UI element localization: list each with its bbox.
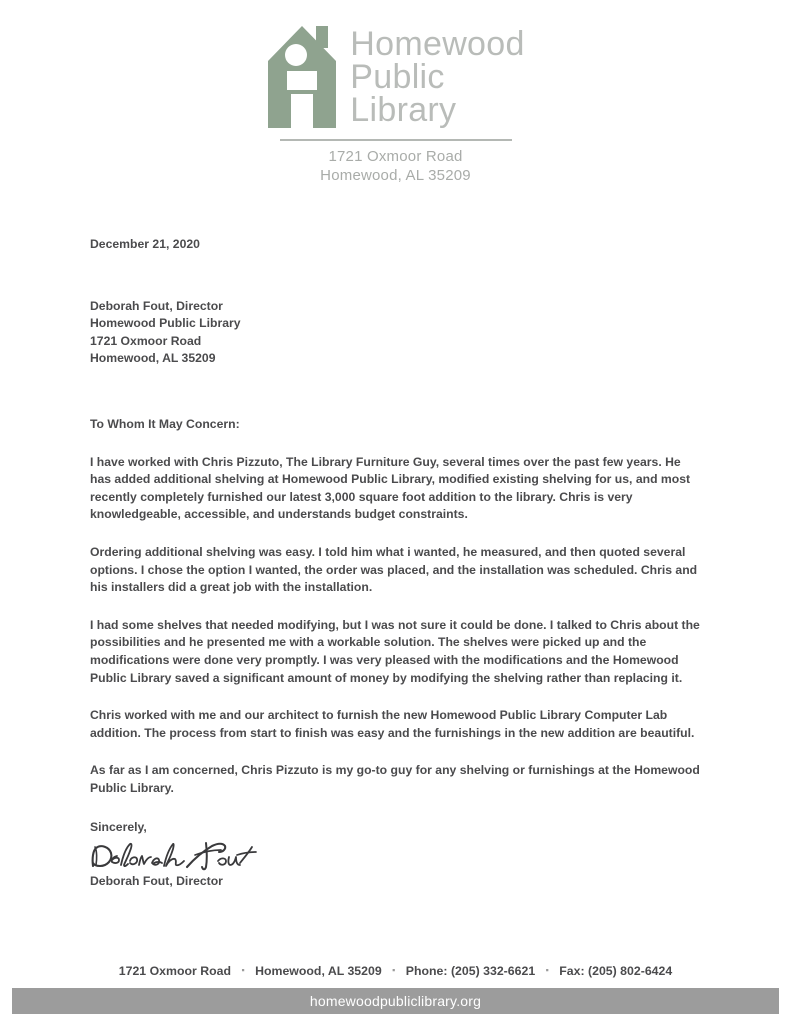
body-paragraph-2: Ordering additional shelving was easy. I told him what i wanted, he measured, and then quoted several options. I chose the option I wanted, the order was placed, and the installation was scheduled. Chris and his installers did a great job with the installation. bbox=[90, 544, 698, 595]
house-library-logo-icon bbox=[266, 24, 340, 128]
wordmark-line-3: Library bbox=[350, 91, 457, 129]
logo-wordmark bbox=[350, 24, 524, 127]
footer-separator-icon-1: ▪ bbox=[241, 965, 245, 975]
recipient-address-block bbox=[90, 298, 702, 368]
footer-address: 1721 Oxmoor Road bbox=[118, 964, 232, 978]
recipient-line-3: 1721 Oxmoor Road bbox=[90, 333, 202, 348]
recipient-line-2: Homewood Public Library bbox=[90, 316, 241, 331]
salutation: To Whom It May Concern: bbox=[90, 416, 240, 431]
signature-name: Deborah Fout, Director bbox=[90, 874, 223, 889]
closing-salutation: Sincerely, bbox=[90, 820, 147, 835]
footer-fax: Fax: (205) 802-6424 bbox=[559, 964, 673, 978]
logo-lockup bbox=[266, 24, 524, 128]
letterhead-address-line-2: Homewood, AL 35209 bbox=[320, 167, 471, 184]
body-paragraph-3: I had some shelves that needed modifying, but I was not sure it could be done. I talked to Chris about the possibilities and he presented me with a workable solution. The shelves were picked up and the modifications were done very promptly. I was very pleased with the modifications and the Homewood Public Library saved a significant amount of money by modifying the shelving rather than replacing it. bbox=[90, 617, 700, 685]
wordmark-line-2: Public bbox=[350, 58, 445, 96]
body-paragraph-1: I have worked with Chris Pizzuto, The Library Furniture Guy, several times over the past few years. He has added additional shelving at Homewood Public Library, modified existing shelving for us, and most recently completely furnished our latest 3,000 square foot addition to the library. Chris is very knowledgeable, accessible, and understands budget constraints. bbox=[90, 454, 691, 522]
recipient-line-4: Homewood, AL 35209 bbox=[90, 351, 216, 366]
handwritten-signature-icon bbox=[88, 839, 260, 873]
letterhead-address-line-1: 1721 Oxmoor Road bbox=[328, 148, 463, 165]
recipient-line-1: Deborah Fout, Director bbox=[90, 298, 223, 313]
footer-separator-icon-3: ▪ bbox=[545, 965, 549, 975]
wordmark-line-1: Homewood bbox=[350, 25, 525, 63]
letter-date: December 21, 2020 bbox=[90, 237, 200, 251]
letterhead-divider bbox=[280, 139, 512, 141]
footer-url-bar bbox=[12, 988, 779, 1014]
body-paragraph-4: Chris worked with me and our architect to furnish the new Homewood Public Library Computer Lab addition. The process from start to finish was easy and the furnishings in the new addition are beautiful. bbox=[90, 708, 695, 740]
footer-separator-icon-2: ▪ bbox=[392, 965, 396, 975]
footer-website-url[interactable]: homewoodpubliclibrary.org bbox=[309, 993, 482, 1009]
footer-city-state-zip: Homewood, AL 35209 bbox=[255, 964, 382, 978]
footer-phone: Phone: (205) 332-6621 bbox=[405, 964, 536, 978]
footer-contact-line bbox=[0, 964, 791, 988]
letterhead bbox=[0, 24, 791, 185]
signature-block bbox=[90, 839, 702, 891]
page-footer bbox=[0, 964, 791, 1024]
body-paragraph-5: As far as I am concerned, Chris Pizzuto is my go-to guy for any shelving or furnishings at the Homewood Public Library. bbox=[90, 763, 700, 795]
letterhead-address bbox=[0, 147, 791, 185]
letter-body bbox=[90, 236, 702, 903]
